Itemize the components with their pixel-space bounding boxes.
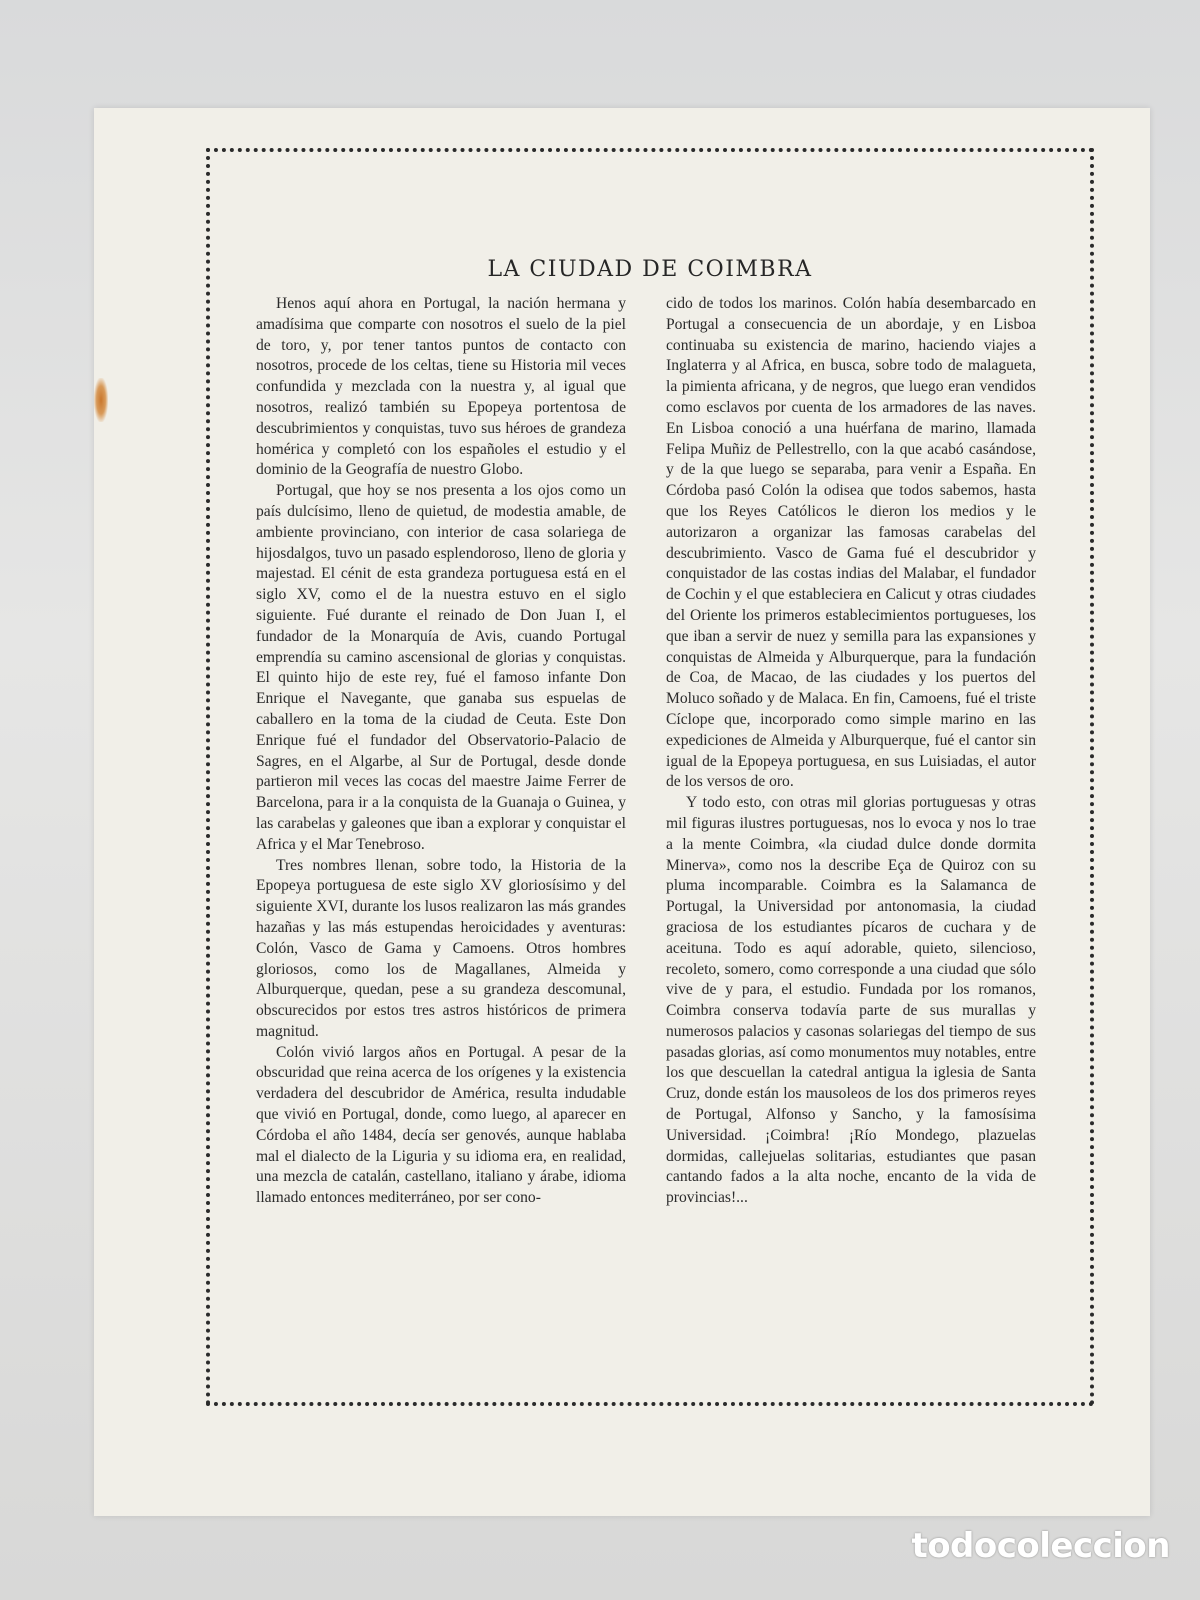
left-column <box>256 294 626 1209</box>
paragraph: Tres nombres llenan, sobre todo, la Historia de la Epopeya portuguesa de este siglo XV gloriosísimo y del siguiente XVI, durante los lusos realizaron las más grandes hazañas y las más estupendas heroicidades y aventuras: Colón, Vasco de Gama y Camoens. Otros hombres gloriosos, como los de Magallanes, Almeida y Alburquerque, quedan, pese a su grandeza descomunal, obscurecidos por estos tres astros históricos de primera magnitud. <box>256 856 626 1040</box>
paragraph: Portugal, que hoy se nos presenta a los ojos como un país dulcísimo, lleno de quietud, de modestia amable, de ambiente provinciano, con interior de casa solariega de hijosdalgos, tuvo un pasado esplendoroso, lleno de gloria y majestad. El cénit de esta grandeza portuguesa está en el siglo XV, como el de la nuestra estuvo en el siglo siguiente. Fué durante el reinado de Don Juan I, el fundador de la Monarquía de Avis, cuando Portugal emprendía su camino ascensional de glorias y conquistas. El quinto hijo de este rey, fué el famoso infante Don Enrique el Navegante, que ganaba sus espuelas de caballero en la toma de la ciudad de Ceuta. Este Don Enrique fué el fundador del Observatorio-Palacio de Sagres, en el Algarbe, al Sur de Portugal, desde donde partieron mil veces las cocas del maestre Jaime Ferrer de Barcelona, para ir a la conquista de la Guanaja o Guinea, y las carabelas y galeones que iban a explorar y conquistar el Africa y el Mar Tenebroso. <box>256 482 626 853</box>
paragraph: Colón vivió largos años en Portugal. A pesar de la obscuridad que reina acerca de los orígenes y la existencia verdadera del descubridor de América, resulta indudable que vivió en Portugal, donde, como luego, al aparecer en Córdoba el año 1484, decía ser genovés, aunque hablaba mal el dialecto de la Liguria y su idioma era, en realidad, una mezcla de catalán, castellano, italiano y árabe, idioma llamado entonces mediterráneo, por ser cono- <box>256 1043 626 1207</box>
paragraph: Y todo esto, con otras mil glorias portuguesas y otras mil figuras ilustres portuguesas, nos lo evoca y nos lo trae a la mente Coimbra, «la ciudad dulce donde dormita Minerva», como nos la describe Eça de Quiroz con su pluma incomparable. Coimbra es la Salamanca de Portugal, la Universidad por antonomasia, la ciudad graciosa de los estudiantes pícaros de cuchara y de aceituna. Todo es aquí adorable, quieto, silencioso, recoleto, somero, como corresponde a una ciudad que sólo vive de y para, el estudio. Fundada por los romanos, Coimbra conserva todavía parte de sus murallas y numerosos palacios y casonas solariegas del tiempo de sus pasadas glorias, así como monumentos muy notables, entre los que descuellan la catedral antigua la iglesia de Santa Cruz, donde están los mausoleos de los dos primeros reyes de Portugal, Alfonso y Sancho, y la famosísima Universidad. ¡Coimbra! ¡Río Mondego, plazuelas dormidas, callejuelas solitarias, estudiantes que pasan cantando fados a la alta noche, encanto de la vida de provincias!... <box>666 794 1036 1207</box>
paragraph: cido de todos los marinos. Colón había desembarcado en Portugal a consecuencia de un abordaje, y en Lisboa continuaba su existencia de marino, haciendo viajes a Inglaterra y al Africa, en busca, sobre todo de malagueta, la pimienta africana, y de negros, que luego eran vendidos como esclavos por cuenta de los armadores de las naves. En Lisboa conoció a una huérfana de marino, llamada Felipa Muñiz de Pellestrello, con la que acabó casándose, y de la que luego se separaba, para venir a España. En Córdoba pasó Colón la odisea que todos sabemos, hasta que los Reyes Católicos le dieron los medios y le autorizaron a organizar las famosas carabelas del descubrimiento. Vasco de Gama fué el descubridor y conquistador de las costas indias del Malabar, el fundador de Cochin y el que estableciera en Calicut y otras ciudades del Oriente los primeros establecimientos portugueses, los que iban a servir de nuez y semilla para las expansiones y conquistas de Almeida y Alburquerque, para la fundación de Coa, de Macao, de las ciudades y los puertos del Moluco soñado y de Malaca. En fin, Camoens, fué el triste Cíclope que, incorporado como simple marino en las expediciones de Almeida y Alburquerque, fué el cantor sin igual de la Epopeya portuguesa, en sus Luisiadas, el autor de los versos de oro. <box>666 295 1036 791</box>
article-title: LA CIUDAD DE COIMBRA <box>487 256 813 282</box>
rust-stain <box>94 378 108 422</box>
magazine-page <box>94 108 1150 1516</box>
watermark-logo: todocoleccion <box>911 1526 1170 1566</box>
dotted-border-frame <box>206 148 1094 1406</box>
right-column <box>666 294 1036 1209</box>
paragraph: Henos aquí ahora en Portugal, la nación hermana y amadísima que comparte con nosotros el suelo de la piel de toro, y, por tener tantos puntos de contacto con nosotros, procede de los celtas, tiene su Historia mil veces confundida y mezclada con la nuestra y, al igual que nosotros, realizó también su Epopeya portentosa de descubrimientos y conquistas, tuvo sus héroes de grandeza homérica y completó con los españoles el estudio y el dominio de la Geografía de nuestro Globo. <box>256 295 626 479</box>
